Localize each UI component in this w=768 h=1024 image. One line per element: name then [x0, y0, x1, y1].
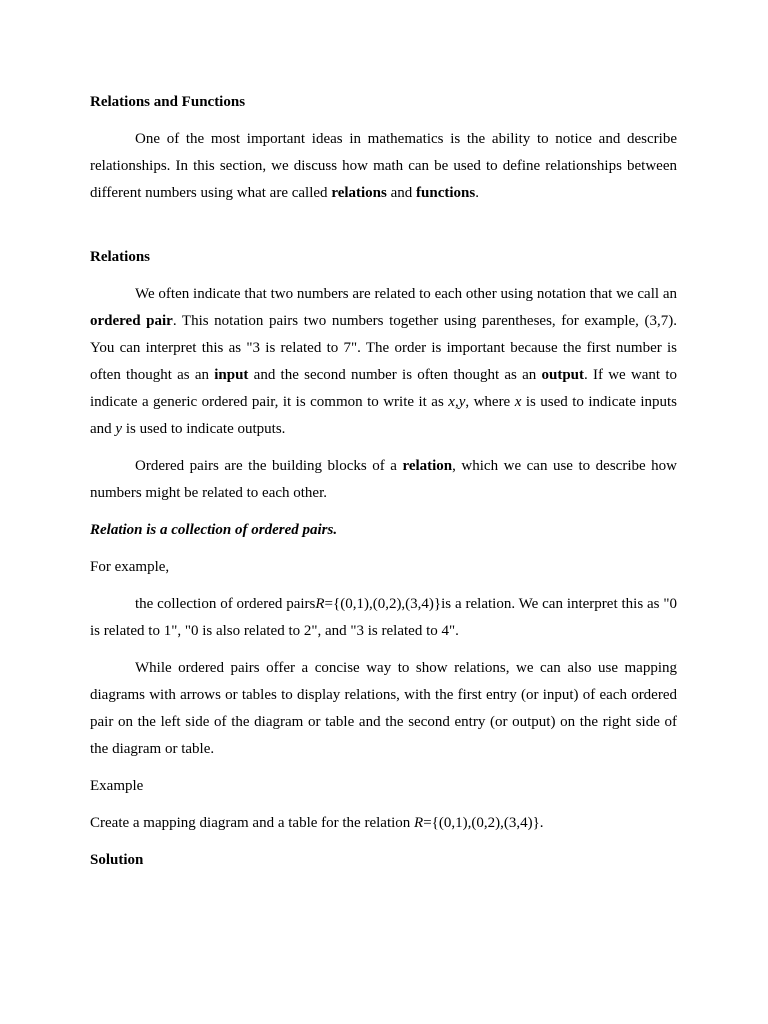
- p1-text-2: . This notation pairs two numbers together using parentheses, for example, (3,7). You can interpret this as "3 is related to 7". The order is important because the first number is often thought as an: [90, 313, 678, 383]
- p1-comma: ,: [454, 394, 459, 410]
- intro-text-3: .: [475, 185, 479, 201]
- example-task: [90, 810, 677, 837]
- var-x: x: [448, 394, 455, 410]
- for-example-label: For example,: [90, 559, 170, 575]
- var-y-2: y: [115, 421, 123, 437]
- definition-text: Relation is a collection of ordered pairs.: [90, 522, 338, 538]
- p1-text-4: . If we want to indicate a generic ordered pair, it is common to write it as: [90, 367, 678, 410]
- p3-text-2: ={(0,1),(0,2),(3,4)}is a relation. We can interpret this as "0 is related to 1", "0 is also related to 2", and "3 is related to 4".: [90, 596, 677, 639]
- var-r-2: R: [414, 815, 424, 831]
- intro-text-1: One of the most important ideas in mathematics is the ability to notice and describe relationships. In this section, we discuss how math can be used to define relationships between different numbers using what are called: [90, 131, 677, 201]
- var-y: y: [458, 394, 466, 410]
- term-functions: functions: [416, 185, 476, 201]
- p2-text-1: Ordered pairs are the building blocks of a: [135, 458, 403, 474]
- var-r: R: [315, 596, 325, 612]
- example-text-1: Create a mapping diagram and a table for the relation: [90, 815, 415, 831]
- spacer: [90, 217, 677, 244]
- intro-text-2: and: [386, 185, 417, 201]
- term-relations: relations: [331, 185, 387, 201]
- p2-text-2: , which we can use to describe how numbers might be related to each other.: [90, 458, 677, 501]
- building-blocks-paragraph: [90, 453, 677, 507]
- p3-text-1: the collection of ordered pairs: [135, 596, 316, 612]
- intro-paragraph: [90, 126, 677, 207]
- p1-text-6: , where: [465, 394, 515, 410]
- p1-text-1: We often indicate that two numbers are related to each other using notation that we call an: [135, 286, 677, 302]
- relation-definition: [90, 517, 677, 544]
- example-relation-paragraph: [90, 591, 677, 645]
- document-title: Relations and Functions: [90, 94, 246, 110]
- p1-text-3: and the second number is often thought as an: [248, 367, 542, 383]
- term-relation: relation: [402, 458, 453, 474]
- term-ordered-pair: ordered pair: [90, 313, 173, 329]
- mapping-diagram-paragraph: While ordered pairs offer a concise way to show relations, we can also use mapping diagrams with arrows or tables to display relations, with the first entry (or input) of each ordered pair on the left side of the diagram or table and the second entry (or output) on the right side of the diagram or table.: [90, 660, 677, 757]
- solution-label: Solution: [90, 852, 144, 868]
- p1-text-7: is used to indicate inputs and: [90, 394, 677, 437]
- example-label: Example: [90, 778, 144, 794]
- term-output: output: [541, 367, 585, 383]
- section-heading-relations: Relations: [90, 249, 150, 265]
- example-text-2: ={(0,1),(0,2),(3,4)}.: [423, 815, 544, 831]
- term-input: input: [214, 367, 249, 383]
- var-x-2: x: [514, 394, 522, 410]
- ordered-pair-paragraph: [90, 281, 677, 443]
- p1-text-8: is used to indicate outputs.: [122, 421, 286, 437]
- document-page: [90, 89, 677, 884]
